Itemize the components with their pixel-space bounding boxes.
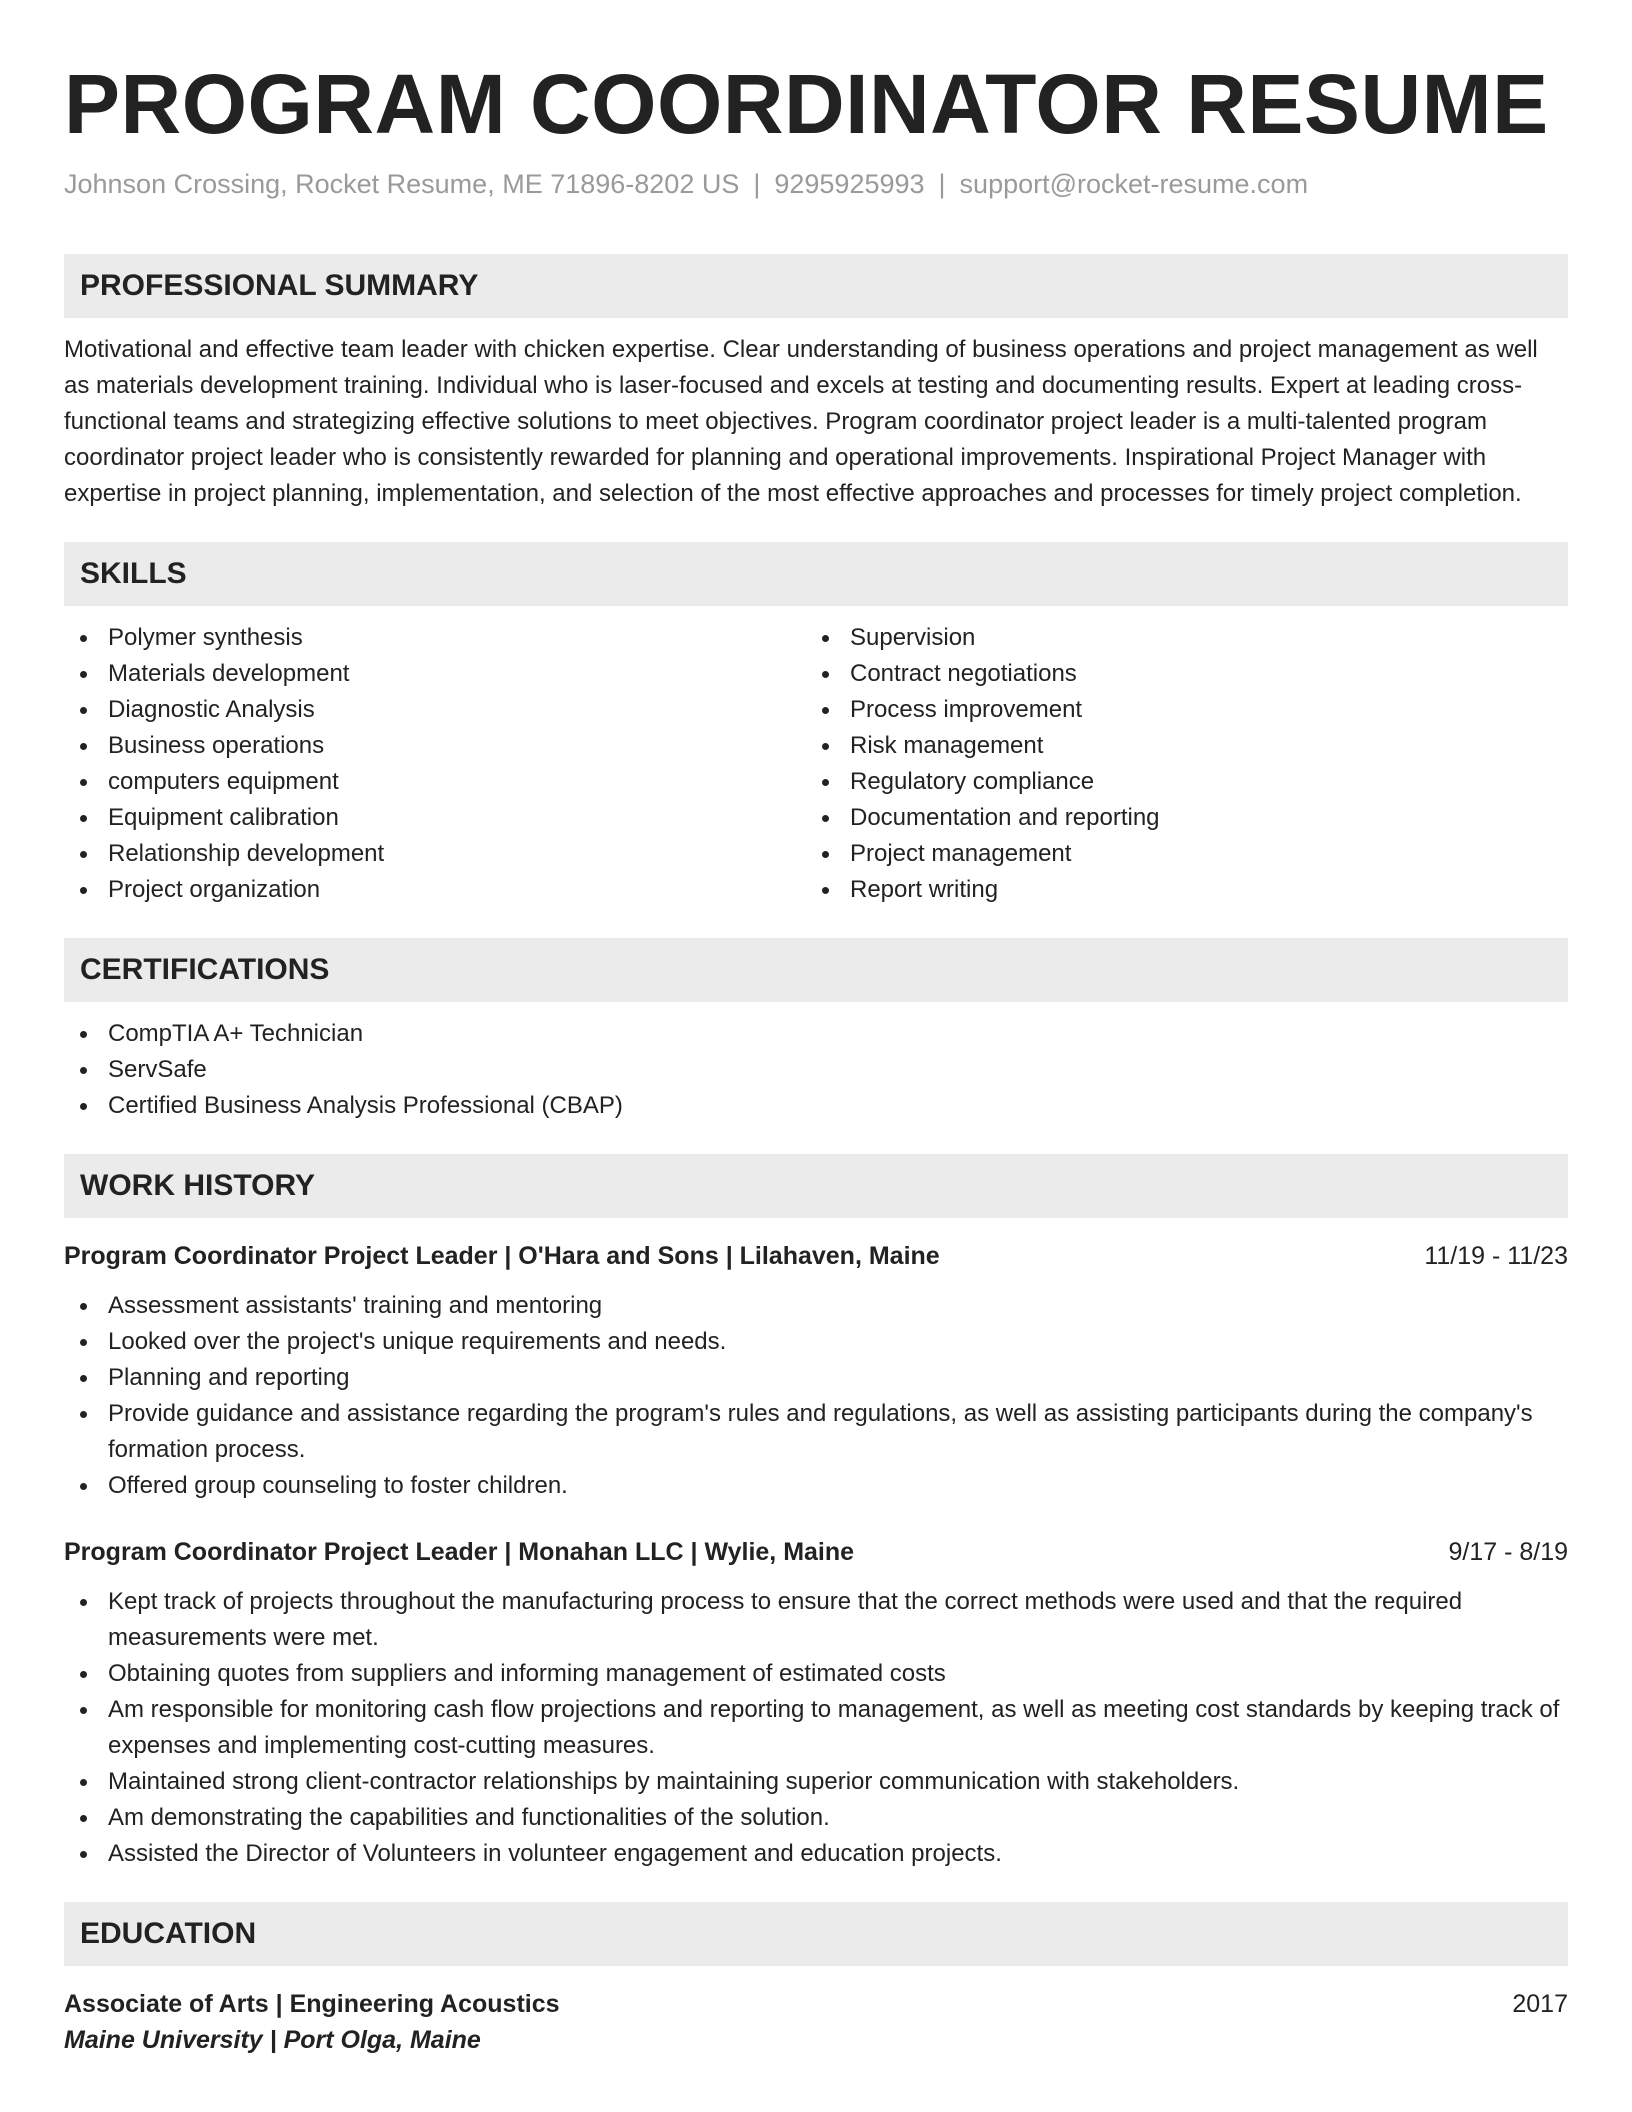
contact-separator: | — [938, 169, 946, 199]
skill-item: Relationship development — [64, 836, 806, 872]
skill-item: Risk management — [806, 728, 1548, 764]
certifications-list — [64, 1016, 1568, 1124]
education-header — [64, 1986, 1568, 2022]
skills-columns — [64, 620, 1568, 908]
contact-separator: | — [753, 169, 761, 199]
education-year: 2017 — [1512, 1990, 1568, 2018]
job-duty: Maintained strong client-contractor relationships by maintaining superior communication with stakeholders. — [64, 1764, 1568, 1800]
certification-item: Certified Business Analysis Professional (CBAP) — [64, 1088, 1568, 1124]
contact-address: Johnson Crossing, Rocket Resume, ME 71896-8202 US — [64, 169, 740, 199]
skills-list-left — [64, 620, 806, 908]
education-degree: Associate of Arts | Engineering Acoustics — [64, 1990, 560, 2018]
resume-title: PROGRAM COORDINATOR RESUME — [64, 57, 1549, 151]
job-duty: Planning and reporting — [64, 1360, 1568, 1396]
job-duty: Assisted the Director of Volunteers in volunteer engagement and education projects. — [64, 1836, 1568, 1872]
skill-item: Report writing — [806, 872, 1548, 908]
job-duties-list — [64, 1288, 1568, 1504]
skill-item: Contract negotiations — [806, 656, 1548, 692]
skill-item: Supervision — [806, 620, 1548, 656]
job-duty: Am demonstrating the capabilities and functionalities of the solution. — [64, 1800, 1568, 1836]
job-duty: Looked over the project's unique requirements and needs. — [64, 1324, 1568, 1360]
job-header — [64, 1238, 1568, 1274]
contact-email: support@rocket-resume.com — [959, 169, 1309, 199]
skill-item: Regulatory compliance — [806, 764, 1548, 800]
job-duty: Assessment assistants' training and mentoring — [64, 1288, 1568, 1324]
job-title: Program Coordinator Project Leader | O'Hara and Sons | Lilahaven, Maine — [64, 1242, 940, 1270]
skill-item: Documentation and reporting — [806, 800, 1548, 836]
job-header — [64, 1534, 1568, 1570]
skill-item: Materials development — [64, 656, 806, 692]
summary-text: Motivational and effective team leader with chicken expertise. Clear understanding of business operations and project management as well as materials development training. Individual who is laser-focused and excels at testing and documenting results. Expert at leading cross-functional teams and strategizing effective solutions to meet objectives. Program coordinator project leader is a multi-talented program coordinator project leader who is consistently rewarded for planning and operational improvements. Inspirational Project Manager with expertise in project planning, implementation, and selection of the most effective approaches and processes for timely project completion. — [64, 336, 1538, 507]
skill-item: Equipment calibration — [64, 800, 806, 836]
skill-item: Project management — [806, 836, 1548, 872]
contact-line — [64, 166, 1568, 202]
skill-item: Diagnostic Analysis — [64, 692, 806, 728]
job-duties-list — [64, 1584, 1568, 1872]
job-duty: Kept track of projects throughout the manufacturing process to ensure that the correct methods were used and that the required measurements were met. — [64, 1584, 1568, 1656]
skill-item: computers equipment — [64, 764, 806, 800]
skill-item: Business operations — [64, 728, 806, 764]
skill-item: Process improvement — [806, 692, 1548, 728]
education-school: Maine University | Port Olga, Maine — [64, 2026, 481, 2054]
job-duty: Offered group counseling to foster children. — [64, 1468, 1568, 1504]
contact-phone: 9295925993 — [774, 169, 925, 199]
skill-item: Project organization — [64, 872, 806, 908]
job-duty: Am responsible for monitoring cash flow projections and reporting to management, as well as meeting cost standards by keeping track of expenses and implementing cost-cutting measures. — [64, 1692, 1568, 1764]
job-dates: 11/19 - 11/23 — [1424, 1242, 1568, 1270]
certification-item: CompTIA A+ Technician — [64, 1016, 1568, 1052]
job-duty: Provide guidance and assistance regarding the program's rules and regulations, as well as assisting participants during the company's formation process. — [64, 1396, 1568, 1468]
section-heading-summary: PROFESSIONAL SUMMARY — [64, 254, 1568, 318]
section-heading-education: EDUCATION — [64, 1902, 1568, 1966]
section-heading-skills: SKILLS — [64, 542, 1568, 606]
section-heading-certifications: CERTIFICATIONS — [64, 938, 1568, 1002]
skills-list-right — [806, 620, 1548, 908]
job-dates: 9/17 - 8/19 — [1448, 1538, 1568, 1566]
resume-page — [64, 0, 1568, 2058]
job-duty: Obtaining quotes from suppliers and informing management of estimated costs — [64, 1656, 1568, 1692]
skill-item: Polymer synthesis — [64, 620, 806, 656]
section-heading-work-history: WORK HISTORY — [64, 1154, 1568, 1218]
certification-item: ServSafe — [64, 1052, 1568, 1088]
job-title: Program Coordinator Project Leader | Monahan LLC | Wylie, Maine — [64, 1538, 855, 1566]
